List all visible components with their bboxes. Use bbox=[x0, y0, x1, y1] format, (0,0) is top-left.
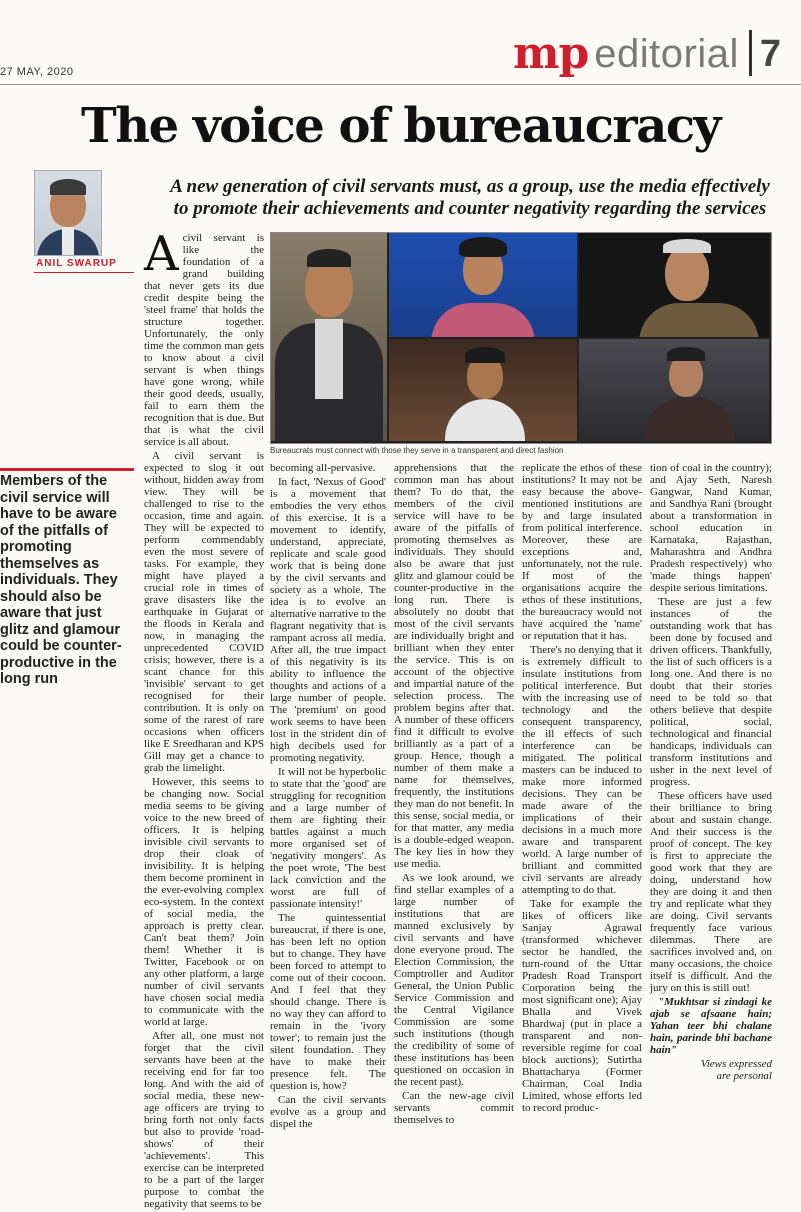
issue-date: 27 MAY, 2020 bbox=[0, 66, 74, 78]
photo-podium-speaker bbox=[579, 339, 769, 441]
article-column-5 bbox=[650, 462, 772, 1084]
top-rule bbox=[0, 84, 801, 85]
page-number: 7 bbox=[759, 33, 781, 75]
article-paragraph: tion of coal in the country); and Ajay Seth, Naresh Gangwar, Nand Kumar, and Sandhya Rani (brought about a transformation in school education in Karnataka, Rajasthan, Maharashtra and Andhra Pradesh respectively) who 'made things happen' despite serious limitations. bbox=[650, 462, 772, 594]
article-paragraph: Can the new-age civil servants commit themselves to bbox=[394, 1090, 514, 1126]
article-paragraph: It will not be hyperbolic to state that the 'good' are struggling for recognition and a large number of them are fighting their battles against a much more organised set of 'negativity mongers'. As the poet wrote, 'The best lack conviction and the worst are full of passionate intensity!' bbox=[270, 766, 386, 910]
article-paragraph: As we look around, we find stellar examples of a large number of institutions that are manned exclusively by civil servants and have done everyone proud. The Election Commission, the Comptroller and Auditor General, the Union Public Service Commission and the Central Vigilance Commission are some such institutions (though the credibility of some of these institutions has been questioned on occasion in the recent past). bbox=[394, 872, 514, 1088]
article-column-4 bbox=[522, 462, 642, 1116]
disclaimer: Views expressed are personal bbox=[700, 1058, 772, 1082]
article-paragraph: apprehensions that the common man has about them? To do that, the members of the civil service will have to be aware of the pitfalls of promoting themselves as individuals. They should also be aware that just glitz and glamour could be counter-productive in the long run. There is absolutely no doubt that most of the civil servants are individually bright and brilliant when they enter the service. This is on account of the objective and impartial nature of the selection process. The problem begins after that. A number of these officers find it difficult to evolve brilliantly as a part of a group. Hence, though a number of them make a name for themselves, frequently, the institutions they man do not benefit. In this sense, social media, or for that matter, any media is a double-edged weapon. The key lies in how they use media. bbox=[394, 462, 514, 870]
masthead-divider bbox=[749, 30, 752, 76]
article-paragraph: Take for example the likes of officers like Sanjay Agrawal (transformed whichever sector he handled, the turn-round of the Uttar Pradesh Road Transport Corporation being the most significant one); Ajay Bhalla and Vivek Bhardwaj (put in place a transparent and non-reversible regime for coal block auctions); Sutirtha Bhattacharya (Former Chairman, Coal India Limited, whose efforts led to record produc- bbox=[522, 898, 642, 1114]
masthead bbox=[512, 28, 781, 79]
article-paragraph: Acivil servant is like the foundation of a grand building that never gets its due credit despite being the 'steel frame' that holds the structure together. Unfortunately, the only time the common man gets to know about a civil servant is when things have gone wrong, while their good deeds, usually, fail to earn them the recognition that is due. But that is what the civil service is all about. bbox=[144, 226, 264, 448]
headline: The voice of bureaucracy bbox=[81, 98, 720, 154]
masthead-section: editorial bbox=[594, 32, 739, 76]
article-paragraph: replicate the ethos of these institutions? It may not be easy because the above-mentioned institutions are by and large insulated from political interference. Moreover, these are exceptions and, unfortunately, not the rule. If most of the organisations acquire the ethos of these institutions, the bureaucracy would not have acquired the 'name' or reputation that it has. bbox=[522, 462, 642, 642]
photo-woman-official bbox=[389, 233, 577, 337]
photo-officer-suit bbox=[271, 233, 387, 441]
byline-rule bbox=[34, 272, 134, 273]
article-paragraph: becoming all-pervasive. bbox=[270, 462, 376, 474]
closing-couplet: "Mukhtsar si zindagi ke ajab se afsaane hain; Yahan teer bhi chalane hain, parinde bhi bachane hain" bbox=[650, 996, 772, 1056]
author-byline: ANIL SWARUP bbox=[36, 258, 117, 269]
article-paragraph: Can the civil servants evolve as a group and dispel the bbox=[270, 1094, 386, 1130]
article-paragraph: These are just a few instances of the outstanding work that has been done by focused and driven officers. Thankfully, the list of such officers is a long one. And there is no doubt that their stories need to be told so that others believe that despite political, social, technological and financial handicaps, individuals can transform institutions and usher in the next level of progress. bbox=[650, 596, 772, 788]
article-paragraph: There's no denying that it is extremely difficult to insulate institutions from political interference. But with the increasing use of technology and the consequent transparency, the ill effects of such interference can be mitigated. The political masters can be induced to make more informed decisions. They can be made aware of the implications of their decisions in a much more aware and transparent world. A large number of brilliant and committed civil servants are already attempting to do that. bbox=[522, 644, 642, 896]
pull-quote: Members of the civil service will have to be aware of the pitfalls of promoting themselves as individuals. They should also be aware that just glitz and glamour could be counter-productive in the long run bbox=[0, 468, 134, 643]
article-column-1 bbox=[144, 226, 264, 1212]
article-paragraph: These officers have used their brilliance to bring about and sustain change. And their success is the proof of concept. The key is first to appreciate the good work that they are doing, understand how they are doing it and then try and replicate what they are doing. Civil servants frequently face various dilemmas. There are sacrifices involved and, on many occasions, the choice itself is difficult. And the jury on this is still out! bbox=[650, 790, 772, 994]
article-paragraph: A civil servant is expected to slog it out without, hidden away from view. They will be challenged to rise to the occasion, time and again. They will be expected to perform commendably even the most severe of tasks. For example, they might have played a crucial role in times of grave disasters like the earthquake in Gujarat or the floods in Kerala and now, in managing the unprecedented COVID crisis; however, there is a scant chance for this 'invisible' servant to get recognised for their contribution. It is only on some of the rarest of rare occasions when officers like E Sreedharan and KPS Gill may get a chance to grab the limelight. bbox=[144, 450, 264, 774]
photo-caption: Bureaucrats must connect with those they serve in a transparent and direct fashion bbox=[270, 446, 564, 455]
drop-cap: A bbox=[144, 226, 179, 282]
photo-speaker-glasses bbox=[579, 233, 769, 337]
article-paragraph: In fact, 'Nexus of Good' is a movement that embodies the very ethos of this exercise. It is a movement to identify, understand, appreciate, replicate and scale good work that is being done by the civil servants and society as a whole. The idea is to evolve an alternative narrative to the flagrant negativity that is rampant across all media. After all, the true impact of this negativity is its ability to influence the thoughts and actions of a large number of people. The 'premium' on good work seems to have been lost in the strident din of high decibels used for promoting negativity. bbox=[270, 476, 386, 764]
article-paragraph: However, this seems to be changing now. Social media seems to be giving voice to the new breed of officers. It is helping invisible civil servants to drop their cloak of invisibility. It is helping them become prominent in the ever-evolving complex eco-system. In the context of social media, the approach is pretty clear. Can't beat them? Join them! Whether it is Twitter, Facebook or on any other platform, a large number of civil servants have chosen social media to communicate with the world at large. bbox=[144, 776, 264, 1028]
masthead-logo: mp bbox=[512, 28, 589, 79]
photo-stage-speaker bbox=[389, 339, 577, 441]
author-photo bbox=[34, 170, 102, 256]
standfirst: A new generation of civil servants must, as a group, use the media effectively to promote their achievements and counter negativity regarding the services bbox=[170, 176, 770, 219]
article-column-3 bbox=[394, 462, 514, 1128]
article-paragraph: The quintessential bureaucrat, if there is one, has been left no option but to change. They have been forced to attempt to come out of their cocoon. And I feel that they should change. There is no way they can afford to remain in the 'ivory tower'; to remain just the silent foundation. They have to make their presence felt. The question is, how? bbox=[270, 912, 386, 1092]
photo-collage bbox=[270, 232, 772, 444]
article-paragraph: After all, one must not forget that the civil servants have been at the receiving end for far too long. And with the aid of social media, these new-age officers are trying to bring forth not only facts but also to provide 'road-shows' of their 'achievements'. This exercise can be interpreted to be a part of the larger purpose to combat the negativity that seems to be bbox=[144, 1030, 264, 1210]
article-column-2 bbox=[270, 462, 386, 1132]
